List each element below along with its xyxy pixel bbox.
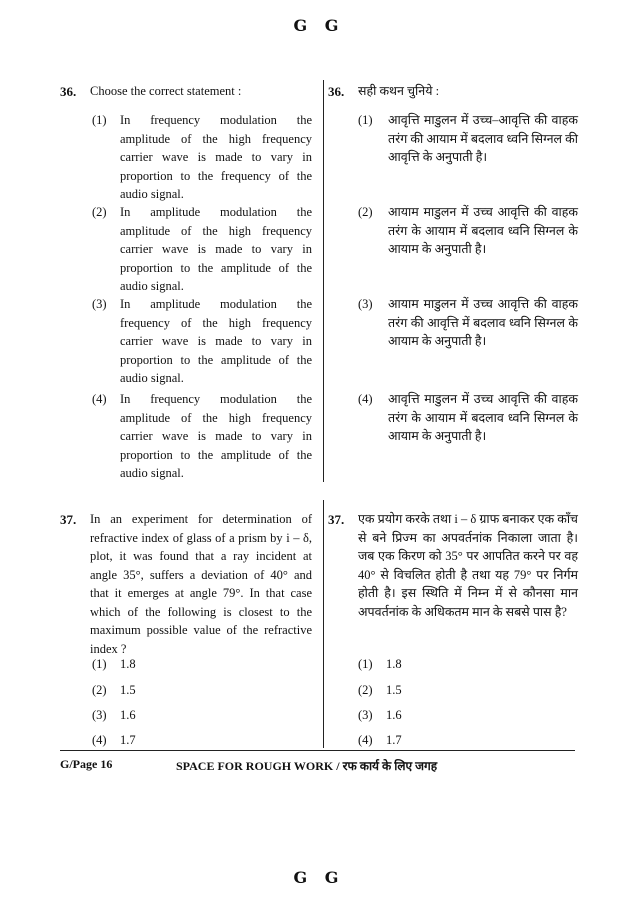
q37-stem-en: In an experiment for determination of refractive index of glass of a prism by i – δ, plot, it was found that a ray incident at angle 35°, suffers a deviation of 40° and that it emerges at angle 79°. In that case which of the following is closest to the maximum possible value of the refractive index ? xyxy=(90,512,312,656)
q36-opt1-num-hi: (1) xyxy=(358,113,373,127)
q37-opt2-value-en: 1.5 xyxy=(120,683,136,697)
q37-opt2-value-hi: 1.5 xyxy=(386,683,402,697)
q36-opt2-text-hi: आयाम माडुलन में उच्च आवृत्ति की वाहक तरंग के आयाम में बदलाव ध्वनि सिग्नल के आयाम के अनुपाती है। xyxy=(388,205,578,256)
q36-opt2-text-en: In amplitude modulation the amplitude of the high frequency carrier wave is made to vary in proportion to the amplitude of the audio signal. xyxy=(120,205,312,293)
set-code-top: G G xyxy=(293,16,345,35)
q36-opt4-num-en: (4) xyxy=(92,392,107,406)
q36-opt4-text-hi: आवृत्ति माडुलन में उच्च आवृत्ति की वाहक तरंग के आयाम में बदलाव ध्वनि सिग्नल के आयाम के अनुपाती है। xyxy=(388,392,578,443)
q37-stem-hi: एक प्रयोग करके तथा i – δ ग्राफ बनाकर एक काँच से बने प्रिज्म का अपवर्तनांक निकाला जाता है। जब एक किरण को 35° पर आपतित करने पर वह 40° से विचलित होती है तथा यह 79° पर निर्गम होती है। इस स्थिति में निम्न में से कौनसा मान अपवर्तनांक के अधिकतम मान के सबसे पास है? xyxy=(358,512,578,619)
q36-stem-en: Choose the correct statement : xyxy=(90,84,242,98)
q36-opt4-text-en: In frequency modulation the amplitude of the high frequency carrier wave is made to vary in proportion to the amplitude of the audio signal. xyxy=(120,392,312,480)
q36-opt1-num-en: (1) xyxy=(92,113,107,127)
q37-opt2-num-hi: (2) xyxy=(358,683,373,697)
q37-opt4-value-en: 1.7 xyxy=(120,733,136,747)
page-label: G/Page 16 xyxy=(60,757,113,771)
q37-opt4-num-hi: (4) xyxy=(358,733,373,747)
q36-opt3-text-hi: आयाम माडुलन में उच्च आवृत्ति की वाहक तरंग की आवृत्ति में बदलाव ध्वनि सिग्नल के आयाम के अनुपाती है। xyxy=(388,297,578,348)
q36-number-en: 36. xyxy=(60,84,77,99)
q36-opt2-num-en: (2) xyxy=(92,205,107,219)
q36-opt3-text-en: In amplitude modulation the frequency of the high frequency carrier wave is made to vary in proportion to the amplitude of the audio signal. xyxy=(120,297,312,385)
column-divider-q37 xyxy=(323,500,324,748)
q36-opt3-num-hi: (3) xyxy=(358,297,373,311)
q36-stem-hi: सही कथन चुनिये : xyxy=(358,84,440,98)
q37-opt1-num-en: (1) xyxy=(92,657,107,671)
q37-opt3-num-en: (3) xyxy=(92,708,107,722)
set-code-bottom: G G xyxy=(293,868,345,887)
footer-rule xyxy=(60,750,575,751)
q37-opt1-value-hi: 1.8 xyxy=(386,657,402,671)
q37-opt4-value-hi: 1.7 xyxy=(386,733,402,747)
q36-opt4-num-hi: (4) xyxy=(358,392,373,406)
q37-opt3-value-en: 1.6 xyxy=(120,708,136,722)
q36-opt1-text-en: In frequency modulation the amplitude of the high frequency carrier wave is made to vary in proportion to the frequency of the audio signal. xyxy=(120,113,312,201)
q37-opt1-value-en: 1.8 xyxy=(120,657,136,671)
q37-opt1-num-hi: (1) xyxy=(358,657,373,671)
q37-opt3-value-hi: 1.6 xyxy=(386,708,402,722)
q36-opt3-num-en: (3) xyxy=(92,297,107,311)
q37-opt3-num-hi: (3) xyxy=(358,708,373,722)
column-divider-q36 xyxy=(323,80,324,482)
q37-opt4-num-en: (4) xyxy=(92,733,107,747)
rough-work-label: SPACE FOR ROUGH WORK / रफ कार्य के लिए जगह xyxy=(176,759,438,773)
q36-opt1-text-hi: आवृत्ति माडुलन में उच्च–आवृत्ति की वाहक तरंग की आयाम में बदलाव ध्वनि सिग्नल की आवृत्ति के अनुपाती है। xyxy=(388,113,578,164)
q37-number-en: 37. xyxy=(60,512,77,527)
q36-number-hi: 36. xyxy=(328,84,345,99)
q36-opt2-num-hi: (2) xyxy=(358,205,373,219)
q37-number-hi: 37. xyxy=(328,512,345,527)
q37-opt2-num-en: (2) xyxy=(92,683,107,697)
